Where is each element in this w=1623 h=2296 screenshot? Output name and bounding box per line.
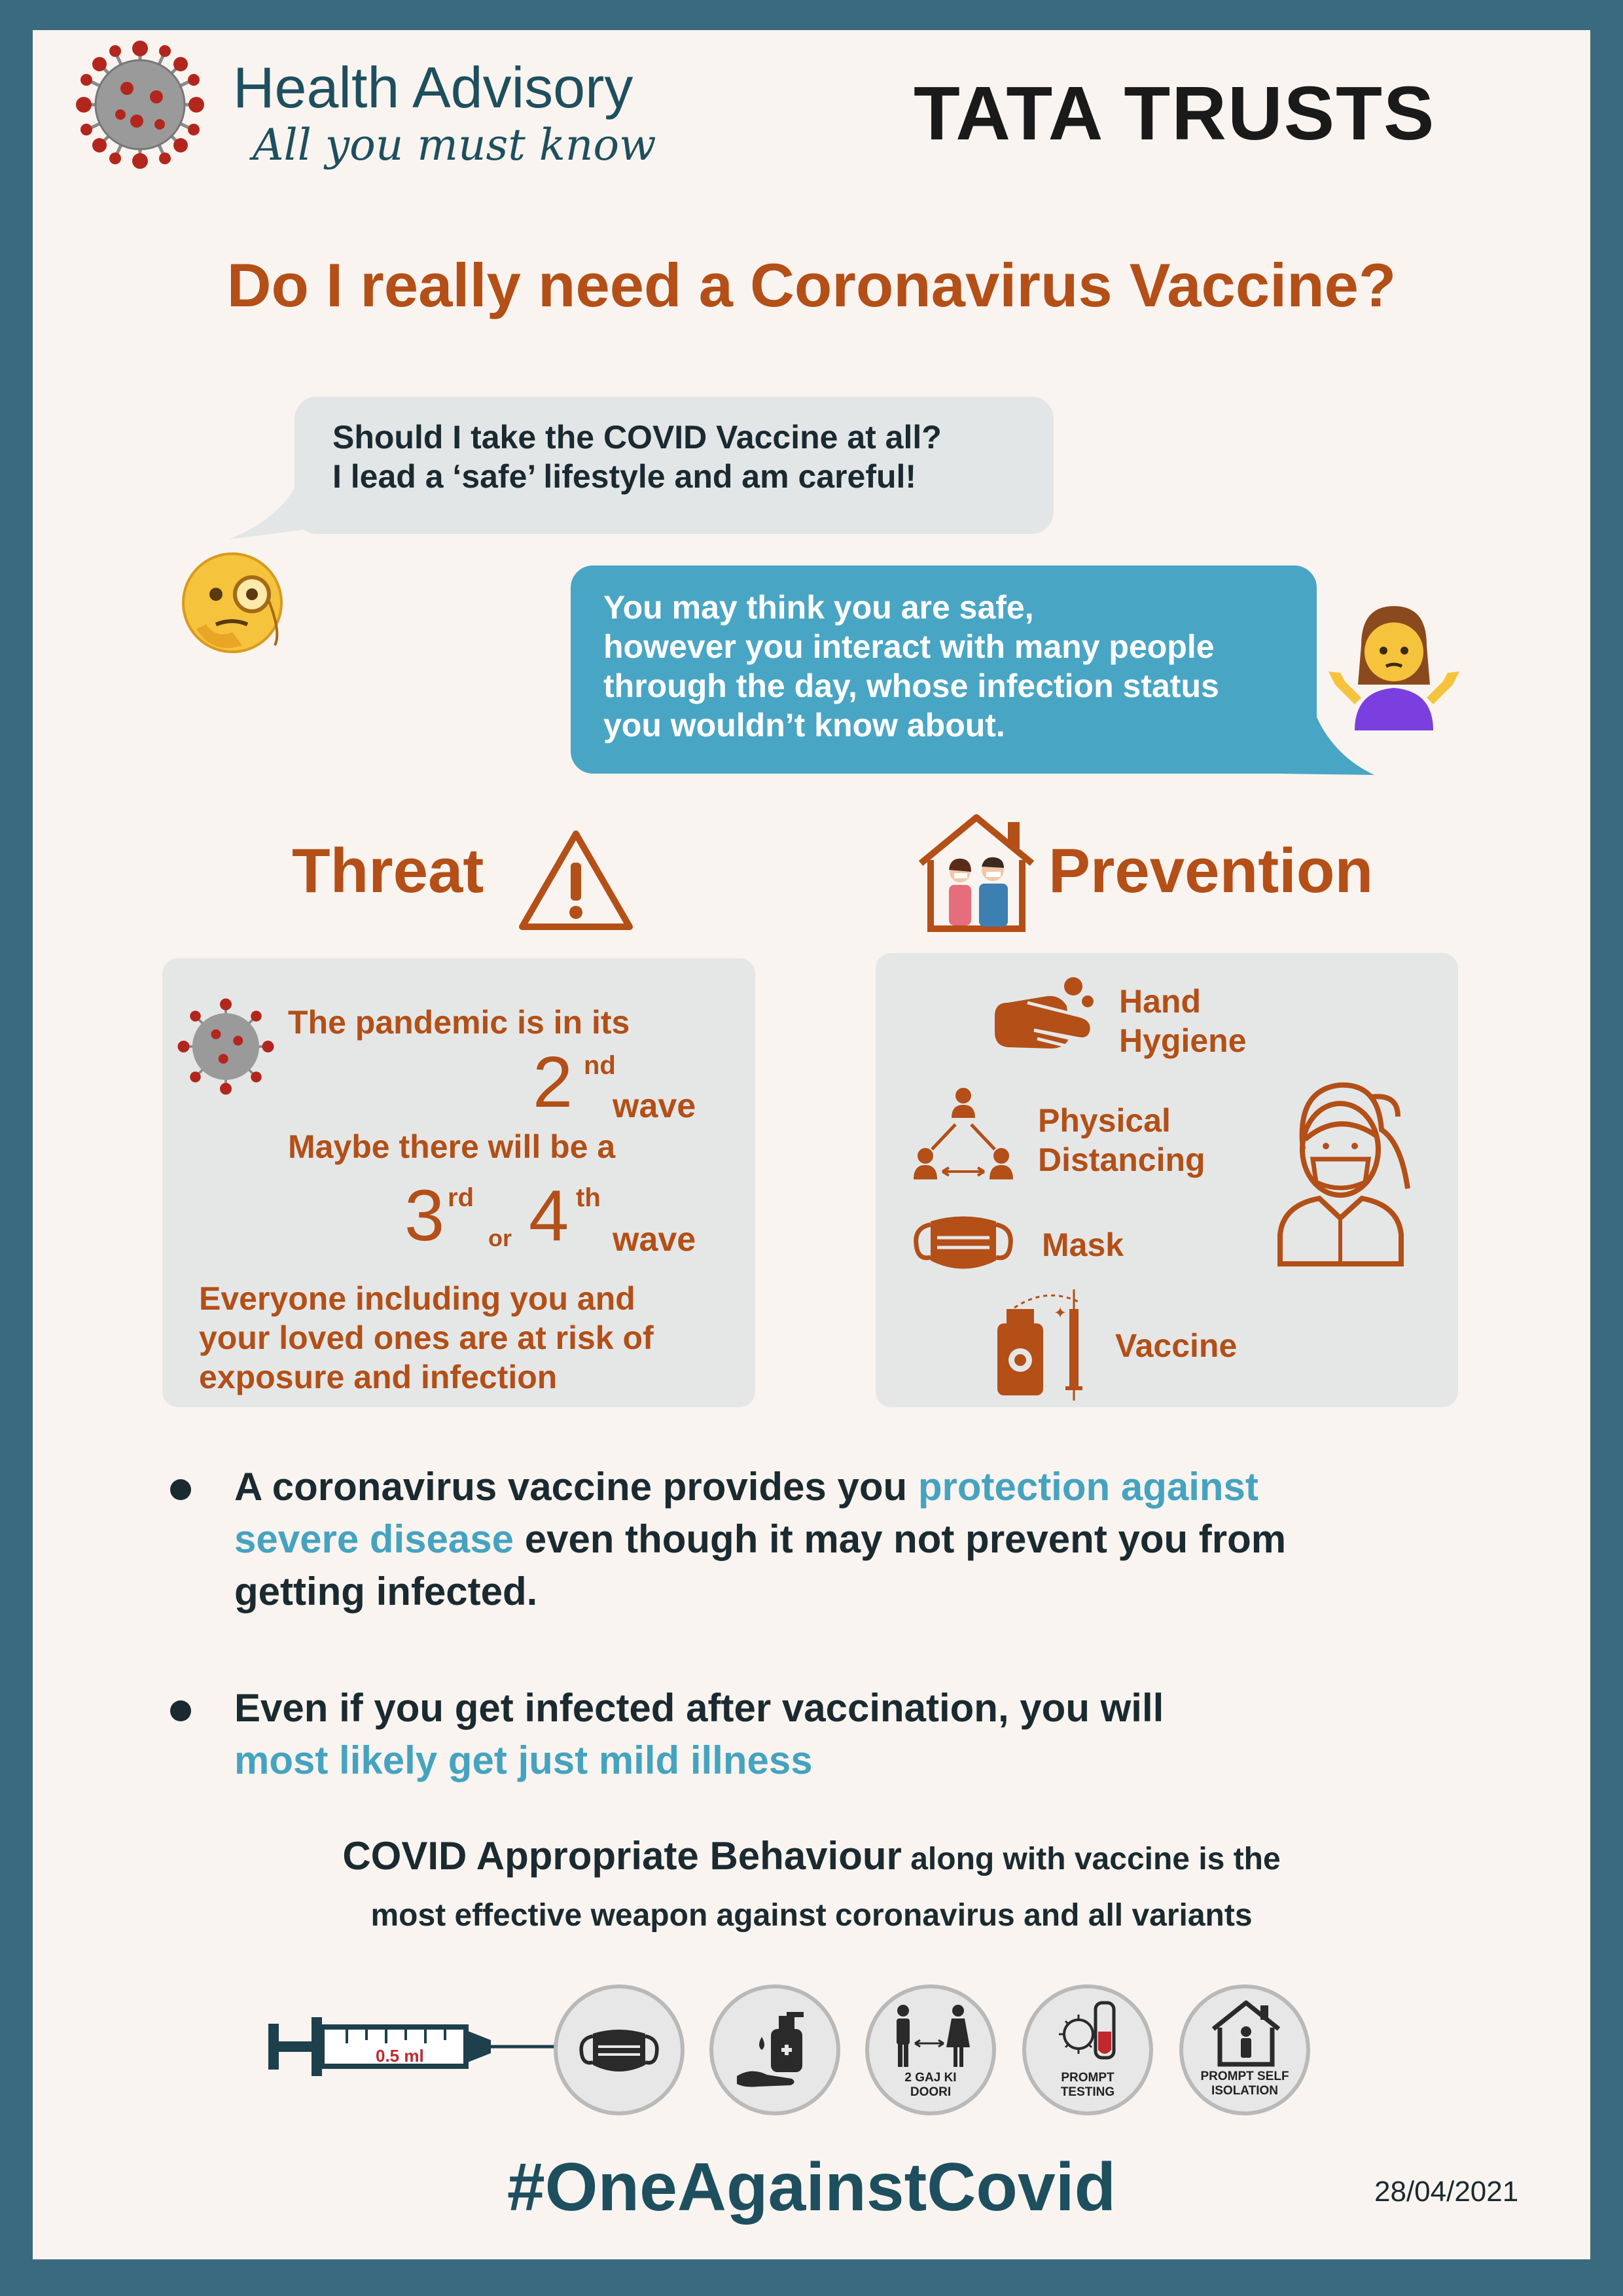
header-subtitle: All you must know bbox=[253, 120, 656, 170]
wave-2-suffix: nd bbox=[584, 1051, 616, 1080]
bullet-2-highlight: most likely get just mild illness bbox=[234, 1738, 813, 1782]
vaccine-label: Vaccine bbox=[1115, 1327, 1238, 1364]
coronavirus-icon bbox=[75, 39, 205, 170]
threat-risk-text bbox=[199, 1279, 654, 1397]
bullet-dot bbox=[170, 1479, 191, 1500]
physical-distancing-icon bbox=[911, 1084, 1016, 1189]
distancing-line: Distancing bbox=[1038, 1141, 1205, 1178]
family-at-home-icon bbox=[911, 808, 1042, 939]
testing-label: PROMPT TESTING bbox=[1060, 2071, 1115, 2099]
isolation-badge bbox=[1179, 1984, 1310, 2115]
bullet-2-line: Even if you get infected after vaccination, you will bbox=[234, 1686, 1164, 1730]
woman-with-mask-icon bbox=[1267, 1071, 1418, 1267]
isolation-label: PROMPT SELF ISOLATION bbox=[1200, 2070, 1289, 2098]
or-word: or bbox=[488, 1225, 512, 1251]
mask-badge bbox=[554, 1984, 685, 2115]
threat-line-1: The pandemic is in its bbox=[288, 1004, 630, 1041]
behaviour-strong: COVID Appropriate Behaviour bbox=[342, 1834, 902, 1878]
question-text bbox=[332, 418, 942, 496]
shrugging-woman-icon bbox=[1329, 600, 1459, 730]
hashtag: #OneAgainstCovid bbox=[507, 2149, 1116, 2225]
wave-3-number: 3 bbox=[404, 1175, 445, 1256]
syringe-dose: 0.5 ml bbox=[376, 2046, 424, 2066]
mask-label: Mask bbox=[1042, 1227, 1124, 1263]
distancing-line: Physical bbox=[1038, 1102, 1171, 1139]
wave-4-suffix: th bbox=[576, 1183, 601, 1212]
vaccine-icon bbox=[988, 1289, 1099, 1401]
bullet-2 bbox=[234, 1682, 1164, 1787]
bullet-1-text: A coronavirus vaccine provides you bbox=[234, 1465, 918, 1509]
page-title: Do I really need a Coronavirus Vaccine? bbox=[226, 251, 1397, 319]
wave-3-suffix: rd bbox=[448, 1183, 474, 1212]
home-isolation-icon bbox=[1209, 1999, 1283, 2067]
answer-line: You may think you are safe, bbox=[603, 589, 1034, 626]
bullet-1-line bbox=[234, 1513, 1286, 1566]
behaviour-line-1 bbox=[33, 1830, 1590, 1893]
distance-badge bbox=[865, 1984, 996, 2115]
hand-washing-icon bbox=[988, 970, 1099, 1068]
header-title: Health Advisory bbox=[233, 55, 633, 120]
hand-hygiene-line: Hygiene bbox=[1119, 1022, 1247, 1059]
bullet-1-highlight: severe disease bbox=[234, 1517, 514, 1561]
question-bubble-tail bbox=[229, 488, 321, 541]
bullet-1-text: even though it may not prevent you from bbox=[514, 1517, 1287, 1561]
answer-line: through the day, whose infection status bbox=[603, 668, 1219, 704]
answer-line: however you interact with many people bbox=[603, 628, 1215, 665]
date: 28/04/2021 bbox=[1374, 2176, 1519, 2208]
thinking-face-icon bbox=[177, 547, 294, 665]
test-tube-icon bbox=[1052, 2000, 1124, 2068]
bullet-1 bbox=[234, 1461, 1286, 1618]
wave-2-word: wave bbox=[613, 1087, 696, 1125]
sanitizer-icon bbox=[732, 2007, 821, 2096]
hand-hygiene-label bbox=[1119, 982, 1247, 1060]
hand-hygiene-line: Hand bbox=[1119, 983, 1201, 1020]
risk-line: Everyone including you and bbox=[199, 1280, 635, 1317]
testing-badge bbox=[1022, 1984, 1153, 2115]
threat-heading: Threat bbox=[292, 836, 484, 906]
face-mask-icon bbox=[577, 2022, 661, 2081]
answer-line: you wouldn’t know about. bbox=[603, 707, 1005, 744]
risk-line: your loved ones are at risk of bbox=[199, 1319, 654, 1356]
org-logo: TATA TRUSTS bbox=[914, 71, 1436, 156]
behaviour-rest: along with vaccine is the bbox=[901, 1842, 1281, 1876]
threat-line-2: Maybe there will be a bbox=[288, 1128, 616, 1165]
risk-line: exposure and infection bbox=[199, 1359, 558, 1395]
wave-2-number: 2 bbox=[533, 1042, 573, 1122]
distance-label: 2 GAJ KI DOORI bbox=[904, 2071, 957, 2099]
bullet-1-line: getting infected. bbox=[234, 1570, 538, 1613]
sanitizer-badge bbox=[709, 1984, 840, 2115]
bullet-dot bbox=[170, 1700, 191, 1721]
question-line: I lead a ‘safe’ lifestyle and am careful! bbox=[332, 458, 917, 495]
bullet-1-line bbox=[234, 1461, 1286, 1513]
two-people-distance-icon bbox=[889, 2004, 972, 2070]
syringe-icon bbox=[268, 2004, 582, 2089]
warning-icon bbox=[517, 829, 635, 933]
bullet-1-highlight: protection against bbox=[918, 1465, 1258, 1509]
wave-4-number: 4 bbox=[529, 1175, 569, 1256]
virus-icon bbox=[177, 997, 275, 1096]
svg-text:✦: ✦ bbox=[1054, 1304, 1067, 1322]
prevention-heading: Prevention bbox=[1048, 836, 1374, 906]
behaviour-line-2: most effective weapon against coronavirus and all variants bbox=[370, 1898, 1253, 1933]
wave-4-word: wave bbox=[613, 1221, 696, 1259]
mask-icon bbox=[911, 1208, 1016, 1280]
poster bbox=[33, 30, 1590, 2259]
question-line: Should I take the COVID Vaccine at all? bbox=[332, 419, 942, 456]
physical-distancing-label bbox=[1038, 1101, 1205, 1179]
answer-text bbox=[603, 588, 1219, 745]
